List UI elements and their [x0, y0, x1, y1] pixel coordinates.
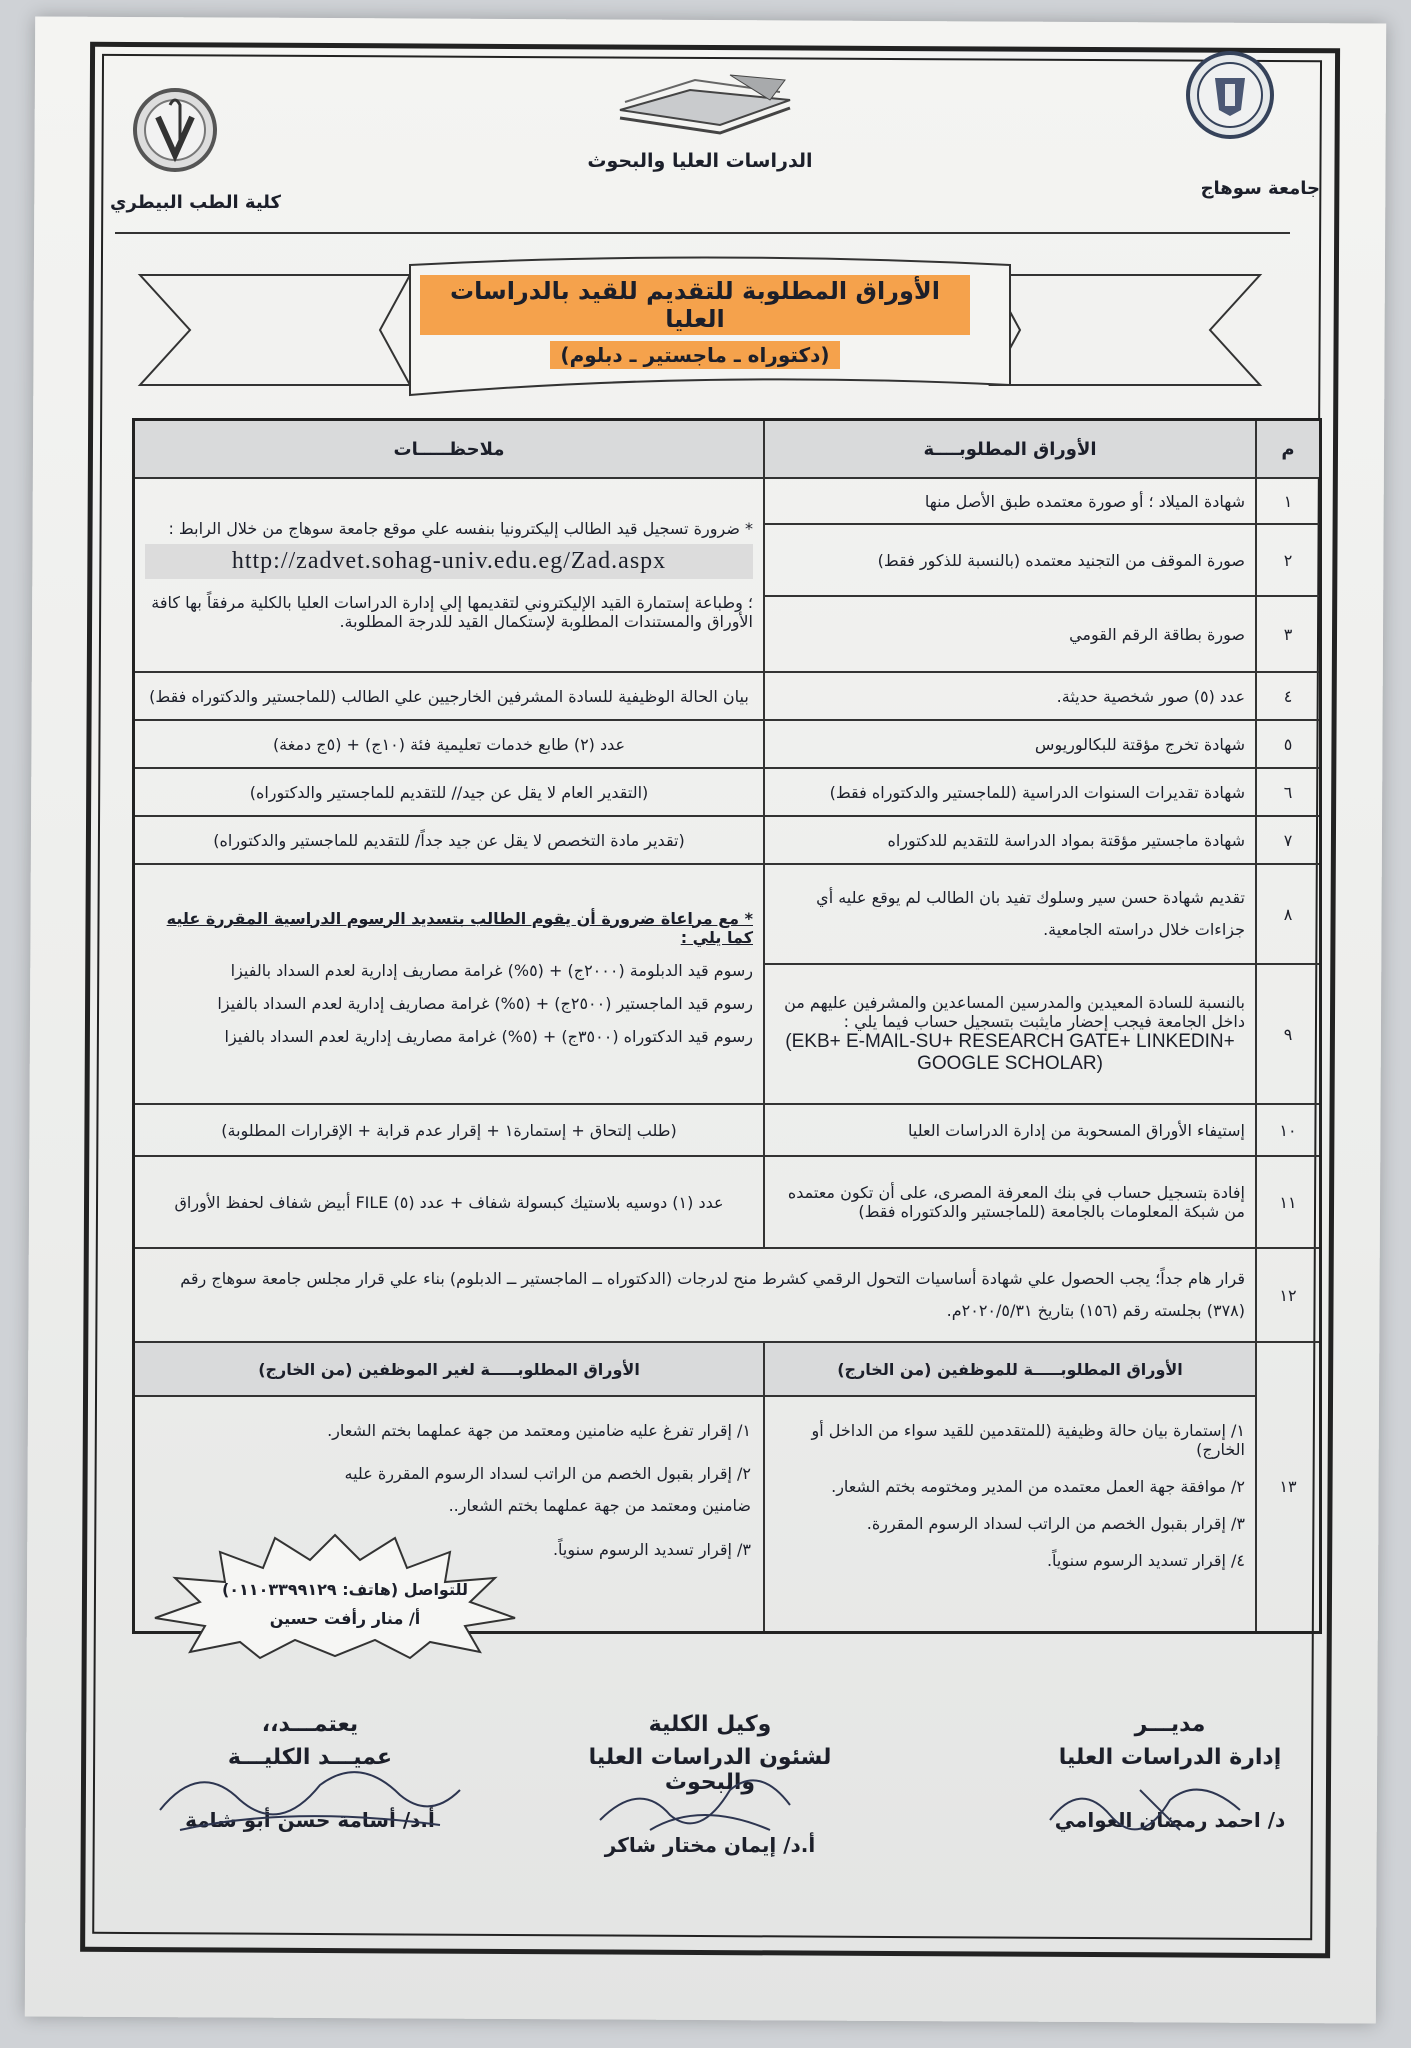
table-row: [134, 864, 1321, 964]
list-item: ١/ إستمارة بيان حالة وظيفية (للمتقدمين للقيد سواء من الداخل أو الخارج): [811, 1421, 1245, 1459]
faculty-name: كلية الطب البيطري: [110, 192, 281, 213]
table-header-row: [134, 420, 1321, 479]
contact-person: أ/ منار رأفت حسين: [269, 1609, 421, 1628]
row-num: ٥: [1256, 720, 1321, 768]
row-note: عدد (٢) طابع خدمات تعليمية فئة (١٠ج) + (٥ج دمغة): [134, 720, 765, 768]
vice-dean-dept: لشئون الدراسات العليا والبحوث: [588, 1745, 832, 1795]
director-signature-icon: [1040, 1770, 1270, 1840]
list-item: ٣/ إقرار بقبول الخصم من الراتب لسداد الرسوم المقررة.: [866, 1514, 1245, 1533]
row-doc: شهادة ماجستير مؤقتة بمواد الدراسة للتقديم للدكتوراه: [764, 816, 1256, 864]
vice-dean-signature-icon: [590, 1760, 810, 1840]
contact-phone: للتواصل (هاتف: ٠١١٠٣٣٩٩١٢٩): [221, 1580, 469, 1599]
row-num: ١٠: [1256, 1104, 1321, 1156]
row-num: ٩: [1256, 964, 1321, 1104]
row-doc: شهادة تقديرات السنوات الدراسية (للماجستير والدكتوراه فقط): [764, 768, 1256, 816]
row-num: ٢: [1256, 524, 1321, 596]
row-doc: إفادة بتسجيل حساب في بنك المعرفة المصرى، على أن تكون معتمده من شبكة المعلومات بالجامعة (للماجستير والدكتوراه فقط): [764, 1156, 1256, 1248]
dean-approval: يعتمـــد،،: [261, 1712, 359, 1737]
header-docs: الأوراق المطلوبــــة: [764, 420, 1256, 479]
row-note: (تقدير مادة التخصص لا يقل عن جيد جداً/ للتقديم للماجستير والدكتوراه): [134, 816, 765, 864]
row-doc: شهادة الميلاد ؛ أو صورة معتمده طبق الأصل منها: [764, 478, 1256, 524]
row-note: بيان الحالة الوظيفية للسادة المشرفين الخارجيين علي الطالب (للماجستير والدكتوراه فقط): [134, 672, 765, 720]
row-doc: شهادة تخرج مؤقتة للبكالوريوس: [764, 720, 1256, 768]
table-row: [134, 478, 1321, 524]
table-row: [134, 672, 1321, 720]
row-doc: عدد (٥) صور شخصية حديثة.: [764, 672, 1256, 720]
table-row: [134, 720, 1321, 768]
director-name: د/ احمد رمضان العوامي: [1054, 1808, 1286, 1832]
header-divider: [115, 232, 1290, 234]
table-row: [134, 768, 1321, 816]
fees-intro: * مع مراعاة ضرورة أن يقوم الطالب بتسديد الرسوم الدراسية المقررة عليه كما يلي :: [166, 908, 753, 947]
row-num: ٣: [1256, 596, 1321, 672]
row-num: ١٣: [1256, 1342, 1321, 1632]
fee-diploma: رسوم قيد الدبلومة (٢٠٠٠ج) + (٥%) غرامة مصاريف إدارية لعدم السداد بالفيزا: [230, 960, 753, 980]
vice-dean-title: وكيل الكلية: [648, 1712, 772, 1737]
accounts-list: (EKB+ E-MAIL-SU+ RESEARCH GATE+ LINKEDIN+ GOOGLE SCHOLAR): [785, 1031, 1235, 1074]
note-line: ؛ وطباعة إستمارة القيد الإليكتروني لتقديمها إلي إدارة الدراسات العليا بالكلية مرفقاً بها كافة الأوراق والمستندات المطلوبة لإستكمال القيد للدرجة المطلوبة.: [151, 593, 753, 631]
list-item: ١/ إقرار تفرغ عليه ضامنين ومعتمد من جهة عملهما بختم الشعار.: [327, 1421, 751, 1440]
registration-link[interactable]: http://zadvet.sohag-univ.edu.eg/Zad.aspx: [145, 544, 753, 579]
header-notes: ملاحظـــــات: [134, 420, 765, 479]
dean-signature-icon: [140, 1750, 480, 1840]
vice-dean-name: أ.د/ إيمان مختار شاكر: [604, 1833, 816, 1857]
faculty-logo-icon: [130, 85, 220, 175]
row-doc: صورة بطاقة الرقم القومي: [764, 596, 1256, 672]
row-doc-accounts: [764, 964, 1256, 1104]
row-doc-text: بالنسبة للسادة المعيدين والمدرسين المساعدين والمشرفين عليهم من داخل الجامعة فيجب إحضار مايثبت بتسجيل حساب فيما يلي :: [784, 993, 1245, 1031]
table-row: [134, 1104, 1321, 1156]
note-line: * ضرورة تسجيل قيد الطالب إليكترونيا بنفسه علي موقع جامعة سوهاج من خلال الرابط :: [168, 519, 753, 538]
document-title: [420, 275, 970, 369]
dean-name: أ.د/ أسامة حسن أبو شامة: [185, 1808, 435, 1832]
fee-phd: رسوم قيد الدكتوراه (٣٥٠٠ج) + (٥%) غرامة مصاريف إدارية لعدم السداد بالفيزا: [224, 1026, 753, 1046]
row-note-fees: [134, 864, 765, 1104]
row-note-registration: [134, 478, 765, 672]
director-title: مديـــر: [1134, 1712, 1206, 1737]
row-num: ٤: [1256, 672, 1321, 720]
row-doc: صورة الموقف من التجنيد معتمده (بالنسبة للذكور فقط): [764, 524, 1256, 596]
books-icon: [610, 70, 800, 140]
table-row: [134, 1156, 1321, 1248]
list-item: ٢/ موافقة جهة العمل معتمده من المدير ومختومه بختم الشعار.: [831, 1477, 1245, 1496]
row-num: ٦: [1256, 768, 1321, 816]
university-name: جامعة سوهاج: [1200, 178, 1320, 199]
row-num: ١: [1256, 478, 1321, 524]
university-logo-icon: [1185, 50, 1275, 140]
title-line: الأوراق المطلوبة للتقديم للقيد بالدراسات العليا: [420, 275, 970, 335]
fee-masters: رسوم قيد الماجستير (٢٥٠٠ج) + (٥%) غرامة مصاريف إدارية لعدم السداد بالفيزا: [217, 993, 753, 1013]
table-row: [134, 1342, 1321, 1396]
row-doc: تقديم شهادة حسن سير وسلوك تفيد بان الطالب لم يوقع عليه أي جزاءات خلال دراسته الجامعية.: [764, 864, 1256, 964]
department-name: الدراسات العليا والبحوث: [587, 150, 813, 172]
row-num: ١١: [1256, 1156, 1321, 1248]
row-num: ٨: [1256, 864, 1321, 964]
non-employees-header: الأوراق المطلوبـــــة لغير الموظفين (من الخارج): [134, 1342, 765, 1396]
subtitle-line: (دكتوراه ـ ماجستير ـ دبلوم): [550, 341, 839, 369]
row-note: (التقدير العام لا يقل عن جيد// للتقديم للماجستير والدكتوراه): [134, 768, 765, 816]
director-dept: إدارة الدراسات العليا: [1058, 1745, 1282, 1770]
row-note: (طلب إلتحاق + إستمارة١ + إقرار عدم قرابة + الإقرارات المطلوبة): [134, 1104, 765, 1156]
table-row: [134, 816, 1321, 864]
list-item: ٢/ إقرار بقبول الخصم من الراتب لسداد الرسوم المقررة عليه ضامنين ومعتمد من جهة عملهما بختم الشعار..: [344, 1464, 751, 1515]
row-doc: إستيفاء الأوراق المسحوبة من إدارة الدراسات العليا: [764, 1104, 1256, 1156]
employees-list: [764, 1396, 1256, 1632]
row-note: عدد (١) دوسيه بلاستيك كبسولة شفاف + عدد (٥) FILE أبيض شفاف لحفظ الأوراق: [134, 1156, 765, 1248]
contact-box: [215, 1580, 475, 1628]
header-num: م: [1256, 420, 1321, 479]
dean-title: عميـــد الكليـــة: [227, 1745, 393, 1770]
list-item: ٤/ إقرار تسديد الرسوم سنوياً.: [1046, 1551, 1245, 1570]
row-num: ١٢: [1256, 1248, 1321, 1342]
important-decision: قرار هام جداً؛ يجب الحصول علي شهادة أساسيات التحول الرقمي كشرط منح لدرجات (الدكتوراه ــ الماجستير ــ الدبلوم) بناء علي قرار مجلس جامعة سوهاج رقم (٣٧٨) بجلسته رقم (١٥٦) بتاريخ ٢٠٢٠/٥/٣١م.: [134, 1248, 1257, 1342]
table-row: [134, 1248, 1321, 1342]
row-num: ٧: [1256, 816, 1321, 864]
list-item: ٣/ إقرار تسديد الرسوم سنوياً.: [552, 1540, 751, 1559]
requirements-table: [132, 418, 1322, 1634]
employees-header: الأوراق المطلوبـــــة للموظفين (من الخارج): [764, 1342, 1256, 1396]
